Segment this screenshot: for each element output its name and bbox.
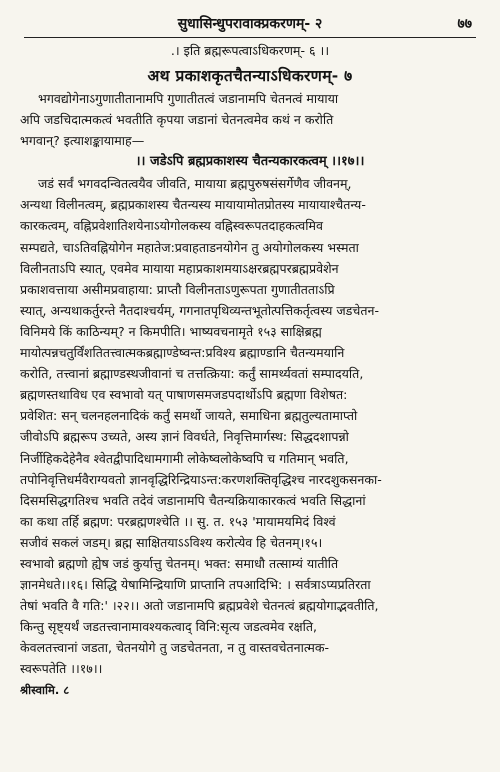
signature-mark: श्रीस्वामि. ८ [20,682,70,697]
text-line: दिसमसिद्धगतिश्च भवति तदेवं जडानामपि चैतन्यक्रियाकारकत्वं भवति सिद्धानां [20,492,366,508]
text-line: भगवान्? इत्याशङ्कायामाह— [20,133,145,149]
page-header [20,10,480,38]
text-line: प्रवेशित: सन् चलनहलनादिकं कर्तुं समर्थो जायते, समाधिना ब्रह्मतुल्यतामाप्तो [20,408,358,424]
text-line: ब्रह्मणस्तथाविध एव स्वभावो यत् पाषाणसमजडपदार्थोऽपि ब्रह्मणा विशेषत: [20,387,348,403]
chapter-heading: अथ प्रकाशकृतचैतन्याऽधिकरणम्- ७ [147,67,353,85]
text-line: विलीनताऽपि स्यात्, एवमेव मायाया महाप्रकाशमयाऽक्षरब्रह्मपरब्रह्मप्रवेशेन [20,260,339,276]
intro-paragraph [20,88,480,151]
text-line: मायोत्पन्नचतुर्विंशतितत्त्वात्मकब्रह्माण्डेष्वन्त:प्रविश्य ब्रह्माण्डानि चैतन्यमयानि [20,345,345,361]
sutra-line: ।। जडेऽपि ब्रह्मप्रकाशस्य चैतन्यकारकत्वम् ।।१७।। [135,154,365,170]
text-line: जीवोऽपि ब्रह्मरूप उच्यते, अस्य ज्ञानं विवर्धते, निवृत्तिमार्गस्थ: सिद्धदशापन्नो [20,429,349,445]
text-line: भगवद्योगेनाऽगुणातीतानामपि गुणातीतत्वं जडानामपि चेतनत्वं मायाया [38,91,339,106]
text-line: केवलतत्त्वानां जडता, चेतनयोगे तु जडचेतनता, न तु वास्तवचेतनात्मक- [20,640,330,656]
text-line: तेषां भवति वै गति:' ।२२।। अतो जडानामपि ब्रह्मप्रवेशे चेतनत्वं ब्रह्मयोगाद्भवतीति, [20,598,379,614]
commentary-paragraph [20,173,480,679]
text-line: सम्पद्यते, चाऽतिवह्नियोगेन महातेज:प्रवाहताडनयोगेन तु अयोगोलकस्य भस्मता [20,239,359,255]
text-line: सजीवं सकलं जडम्। ब्रह्म साक्षितयाऽऽविश्य करोत्येव हि चेतनम्।१५। [20,534,323,550]
text-line: किन्तु सृष्ट्यर्थं जडतत्त्वानामावश्यकत्वाद् विनि:सृत्य जडत्वमेव रक्षति, [20,619,317,635]
text-line: स्वभावो ब्रह्मणो ह्येष जडं कुर्यात्तु चेतनम्। भक्त: समाधौ तत्साम्यं यातीति [20,555,339,571]
text-line: निर्जीहिकदेहेनैव श्वेतद्वीपादिधामगामी लोकेष्वलोकेष्वपि च गतिमान् भवति, [20,450,349,466]
text-line: तपोनिवृत्तिधर्मवैराग्यवतो ज्ञानवृद्धिरिन्द्रियाऽन्त:करणशक्तिवृद्धिश्च नारदशुकसनका- [20,471,382,487]
running-head: सुधासिन्धुपरावाक्प्रकरणम्- २ [177,16,323,32]
text-line: कारकत्वम्, वह्निप्रवेशातिशयेनाऽयोगोलकस्य वह्निस्वरूपतदाहकत्वमिव [20,218,323,234]
text-line: प्रकाशवत्ताया असीमप्रवाहाया: प्राप्तौ विलीनताऽणुरूपता गुणातीतताऽप्रि [20,281,335,297]
text-line: अपि जडचिदात्मकत्वं भवतीति कृपया जडानां चेतनत्वमेव कथं न करोति [20,112,334,128]
text-line: करोति, तत्त्वानां ब्रह्माण्डस्थजीवानां च तत्तत्क्रिया: कर्तुं सामर्थ्यवतां सम्पादयति, [20,366,364,382]
text-line: स्यात्, अन्यथाकर्तुरन्ते नैतदाश्चर्यम्, गगनातपृथिव्यन्तभूतोत्पत्तिकर्तृत्वस्य जडचेतन- [20,302,379,318]
text-line: ज्ञानमेधते।।१६। सिद्धि येषामिन्द्रियाणि प्राप्तानि तपआदिभि: । सर्वत्राऽप्यप्रतिरता [20,577,371,593]
text-line: विनिमये किं काठिन्यम्? न किमपीति। भाष्यवचनामृते १५३ साक्षिब्रह्म [20,323,322,339]
text-line: अन्यथा विलीनत्वम्, ब्रह्मप्रकाशस्य चैतन्यस्य मायायामोतप्रोतस्य मायायाश्चैतन्य- [20,197,366,213]
header-rule [24,37,476,38]
text-line: स्वरूपतेति ।।१७।। [20,661,103,677]
text-line: का कथा तर्हि ब्रह्मण: परब्रह्मणश्चेति ।। सु. त. १५३ 'मायामयमिदं विश्वं [20,513,336,529]
previous-section-colophon: .। इति ब्रह्मरूपत्वाऽधिकरणम्- ६ ।। [170,43,330,58]
text-line: जडं सर्वं भगवदन्वितत्वयैव जीवति, मायाया ब्रह्मपुरुषसंसर्गेणैव जीवनम्, [38,176,352,192]
page-number: ७७ [457,16,472,32]
